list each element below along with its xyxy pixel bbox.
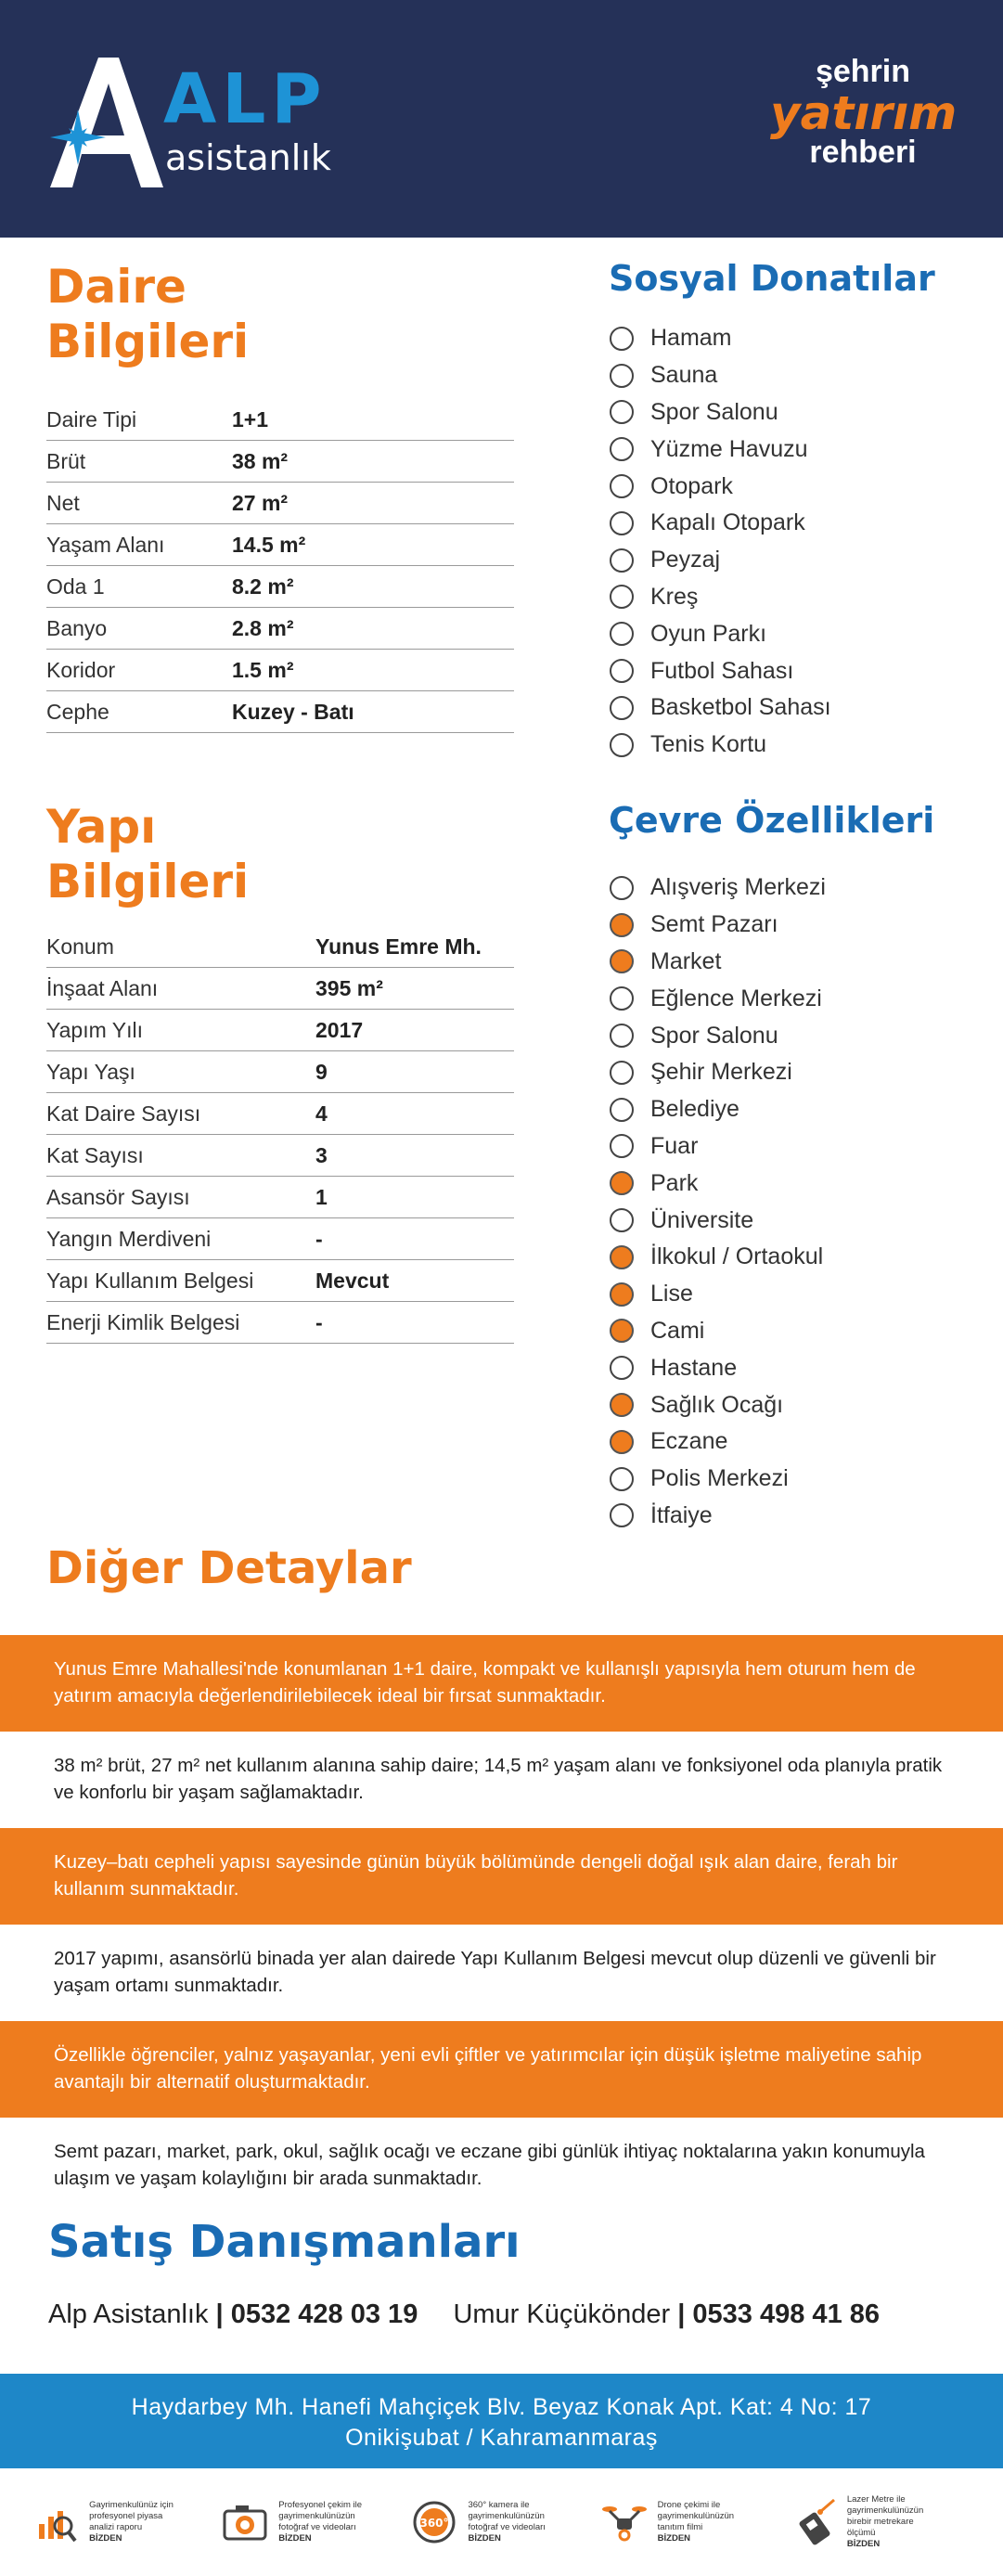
- empty-circle-icon: [610, 1134, 634, 1158]
- satis-title: Satış Danışmanları: [48, 2216, 521, 2268]
- cevre-item-label: Belediye: [650, 1096, 739, 1123]
- daire-title-line-1: Daire: [46, 260, 186, 314]
- service-text-line: birebir metrekare: [846, 2517, 914, 2528]
- daire-row-label: Net: [46, 490, 80, 515]
- yapi-spec-table: [46, 926, 514, 1344]
- contacts-line: [48, 2299, 880, 2330]
- cevre-item-label: İlkokul / Ortaokul: [650, 1243, 824, 1270]
- daire-row-value: 8.2 m²: [232, 573, 294, 599]
- yapi-row: [46, 968, 514, 1010]
- detail-paragraph-4: 2017 yapımı, asansörlü binada yer alan dairede Yapı Kullanım Belgesi mevcut olup düzenli ve güvenli bir yaşam ortamı sunmaktadır.: [0, 1925, 1003, 2021]
- analysis-icon: [32, 2498, 80, 2546]
- yapi-row: [46, 1135, 514, 1177]
- detail-paragraph-1: Yunus Emre Mahallesi'nde konumlanan 1+1 daire, kompakt ve kullanışlı yapısıyla hem oturum hem de yatırım amacıyla değerlendirilebilecek ideal bir fırsat sunmaktadır.: [0, 1635, 1003, 1732]
- empty-circle-icon: [610, 659, 634, 683]
- daire-row-value: 1+1: [232, 406, 269, 431]
- agent-1-name: Alp Asistanlık: [48, 2299, 209, 2329]
- daire-row-label: Daire Tipi: [46, 406, 137, 431]
- service-text-line: Drone çekimi ile: [657, 2500, 721, 2511]
- cevre-item-label: Polis Merkezi: [650, 1465, 789, 1492]
- empty-circle-icon: [610, 733, 634, 757]
- agent-2-name: Umur Küçükönder: [453, 2299, 671, 2329]
- address-line-1: Haydarbey Mh. Hanefi Mahçiçek Blv. Beyaz Konak Apt. Kat: 4 No: 17: [131, 2394, 872, 2420]
- checked-circle-icon: [610, 1319, 634, 1343]
- cevre-item: [610, 1461, 981, 1498]
- service-tag: BİZDEN: [278, 2532, 312, 2544]
- service-tag: BİZDEN: [468, 2532, 501, 2544]
- yapi-title-line-2: Bilgileri: [46, 855, 250, 908]
- service-text-line: gayrimenkulünüzün: [468, 2511, 545, 2522]
- daire-row: [46, 399, 514, 441]
- separator-1: |: [215, 2299, 224, 2329]
- yapi-row: [46, 1218, 514, 1260]
- service-text-line: gayrimenkulünüzün: [278, 2511, 355, 2522]
- yapi-row-value: -: [315, 1309, 323, 1334]
- sosyal-item-label: Hamam: [650, 325, 732, 352]
- sosyal-item: [610, 357, 962, 394]
- checked-circle-icon: [610, 1171, 634, 1195]
- logo-a-star-icon: [45, 58, 174, 187]
- yapi-row: [46, 1260, 514, 1302]
- sosyal-item-label: Yüzme Havuzu: [650, 435, 808, 462]
- service-text-line: fotoğraf ve videoları: [468, 2522, 546, 2532]
- service-text: [847, 2494, 923, 2549]
- logo-subtitle: asistanlık: [165, 137, 331, 178]
- yapi-row: [46, 1093, 514, 1135]
- detail-paragraph-3: Kuzey–batı cepheli yapısı sayesinde günün büyük bölümünde dengeli doğal ışık alan daire, ferah bir kullanım sunmaktadır.: [0, 1828, 1003, 1925]
- checked-circle-icon: [610, 1393, 634, 1417]
- yapi-row-label: Yapı Kullanım Belgesi: [46, 1268, 254, 1293]
- yapi-row-label: Yangın Merdiveni: [46, 1226, 212, 1251]
- service-tag: BİZDEN: [846, 2538, 881, 2549]
- detail-paragraph-6: Semt pazarı, market, park, okul, sağlık ocağı ve eczane gibi günlük ihtiyaç noktalarına yakın konumuyla ulaşım ve yaşam kolaylığını bir arada sunmaktadır.: [0, 2118, 1003, 2214]
- address-line-2: Onikişubat / Kahramanmaraş: [345, 2424, 658, 2451]
- sosyal-item-label: Tenis Kortu: [650, 731, 767, 758]
- daire-row: [46, 650, 514, 691]
- cevre-item-label: Sağlık Ocağı: [650, 1391, 784, 1418]
- logo-name: ALP: [163, 59, 328, 139]
- sosyal-item: [610, 505, 962, 542]
- service-tag: BİZDEN: [89, 2532, 122, 2544]
- sosyal-item: [610, 652, 962, 689]
- sosyal-item: [610, 320, 962, 357]
- service-item: [32, 2498, 213, 2546]
- service-text: [658, 2500, 734, 2544]
- yapi-row: [46, 1302, 514, 1344]
- cevre-item-label: İtfaiye: [650, 1501, 713, 1528]
- service-item: [790, 2494, 971, 2549]
- empty-circle-icon: [610, 400, 634, 424]
- empty-circle-icon: [610, 876, 634, 900]
- yapi-row-value: 4: [315, 1101, 328, 1126]
- sosyal-item: [610, 727, 962, 764]
- sosyal-item-label: Spor Salonu: [650, 398, 778, 425]
- daire-row-label: Koridor: [46, 657, 116, 682]
- yapi-row-label: Enerji Kimlik Belgesi: [46, 1309, 240, 1334]
- checked-circle-icon: [610, 949, 634, 973]
- yapi-row-label: İnşaat Alanı: [46, 975, 159, 1000]
- cevre-item-label: Cami: [650, 1317, 705, 1344]
- daire-row: [46, 566, 514, 608]
- daire-row-label: Brüt: [46, 448, 86, 473]
- service-text-line: Lazer Metre ile: [846, 2494, 906, 2505]
- checked-circle-icon: [610, 913, 634, 937]
- service-text-line: tanıtım filmi: [657, 2522, 703, 2532]
- cevre-item-label: Üniversite: [650, 1206, 754, 1233]
- alp-logo[interactable]: [45, 58, 360, 187]
- yapi-title-line-1: Yapı: [46, 800, 157, 854]
- checked-circle-icon: [610, 1245, 634, 1269]
- cevre-item-label: Şehir Merkezi: [650, 1059, 792, 1086]
- daire-row-value: 2.8 m²: [232, 615, 294, 640]
- sosyal-item: [610, 431, 962, 468]
- yapi-row-value: 1: [315, 1184, 328, 1209]
- daire-row-value: 14.5 m²: [232, 532, 306, 557]
- cevre-item: [610, 1091, 981, 1128]
- service-text-line: Gayrimenkulünüz için: [89, 2500, 174, 2511]
- empty-circle-icon: [610, 437, 634, 461]
- 360-icon: [410, 2498, 458, 2546]
- daire-row-value: 38 m²: [232, 448, 289, 473]
- yapi-row-value: 395 m²: [315, 975, 383, 1000]
- empty-circle-icon: [610, 1503, 634, 1527]
- service-text: [278, 2500, 362, 2544]
- empty-circle-icon: [610, 1024, 634, 1048]
- sosyal-item-label: Basketbol Sahası: [650, 694, 831, 721]
- cevre-item-label: Spor Salonu: [650, 1022, 778, 1049]
- agent-2-phone[interactable]: 0533 498 41 86: [692, 2299, 881, 2329]
- sosyal-item: [610, 468, 962, 505]
- service-tag: BİZDEN: [657, 2532, 691, 2544]
- yapi-row-label: Yapım Yılı: [46, 1017, 143, 1042]
- service-item: [221, 2498, 403, 2546]
- cevre-item-label: Lise: [650, 1281, 693, 1307]
- empty-circle-icon: [610, 327, 634, 351]
- yapi-row-label: Kat Sayısı: [46, 1142, 144, 1167]
- cevre-item-label: Eğlence Merkezi: [650, 985, 822, 1011]
- empty-circle-icon: [610, 364, 634, 388]
- yapi-row-label: Yapı Yaşı: [46, 1059, 135, 1084]
- cevre-checklist: [610, 869, 981, 1534]
- daire-row: [46, 691, 514, 733]
- empty-circle-icon: [610, 1098, 634, 1122]
- daire-row-value: Kuzey - Batı: [232, 699, 354, 724]
- yapi-row-label: Asansör Sayısı: [46, 1184, 190, 1209]
- slogan: [770, 54, 956, 193]
- empty-circle-icon: [610, 622, 634, 646]
- checked-circle-icon: [610, 1430, 634, 1454]
- service-item: [600, 2498, 782, 2546]
- slogan-line-2: yatırım: [770, 86, 958, 140]
- cevre-item-label: Park: [650, 1169, 699, 1196]
- laser-meter-icon: [790, 2498, 838, 2546]
- cevre-item: [610, 980, 981, 1017]
- yapi-title: [46, 800, 249, 909]
- cevre-item: [610, 1239, 981, 1276]
- slogan-line-1: şehrin: [815, 54, 911, 89]
- empty-circle-icon: [610, 1356, 634, 1380]
- cevre-item: [610, 1017, 981, 1054]
- yapi-row: [46, 1177, 514, 1218]
- daire-row: [46, 524, 514, 566]
- service-text-line: ölçümü: [846, 2527, 876, 2538]
- empty-circle-icon: [610, 1061, 634, 1085]
- cevre-item: [610, 1313, 981, 1350]
- sosyal-item: [610, 542, 962, 579]
- sosyal-item: [610, 579, 962, 616]
- detail-paragraph-2: 38 m² brüt, 27 m² net kullanım alanına sahip daire; 14,5 m² yaşam alanı ve fonksiyonel oda planıyla pratik ve konforlu bir yaşam sağlamaktadır.: [0, 1732, 1003, 1828]
- diger-title: Diğer Detaylar: [46, 1542, 412, 1594]
- service-text-line: gayrimenkulünüzün: [846, 2505, 924, 2517]
- empty-circle-icon: [610, 986, 634, 1011]
- sosyal-item-label: Sauna: [650, 362, 718, 389]
- empty-circle-icon: [610, 548, 634, 573]
- cevre-item: [610, 1276, 981, 1313]
- sosyal-item-label: Otopark: [650, 472, 733, 499]
- slogan-line-3: rehberi: [809, 135, 917, 170]
- cevre-item-label: Hastane: [650, 1354, 738, 1381]
- service-text: [89, 2500, 174, 2544]
- empty-circle-icon: [610, 474, 634, 498]
- cevre-title: Çevre Özellikleri: [609, 800, 935, 841]
- daire-title-line-2: Bilgileri: [46, 315, 250, 368]
- checked-circle-icon: [610, 1282, 634, 1307]
- cevre-item-label: Semt Pazarı: [650, 911, 778, 938]
- yapi-row-value: 9: [315, 1059, 328, 1084]
- empty-circle-icon: [610, 585, 634, 609]
- header-banner: [0, 0, 1003, 238]
- service-text-line: profesyonel piyasa: [89, 2511, 163, 2522]
- yapi-row: [46, 1010, 514, 1051]
- empty-circle-icon: [610, 696, 634, 720]
- daire-spec-table: [46, 399, 514, 733]
- daire-row-label: Cephe: [46, 699, 109, 724]
- daire-row-label: Yaşam Alanı: [46, 532, 165, 557]
- daire-row: [46, 441, 514, 483]
- empty-circle-icon: [610, 1467, 634, 1491]
- empty-circle-icon: [610, 511, 634, 535]
- agent-1-phone[interactable]: 0532 428 03 19: [230, 2299, 418, 2329]
- daire-row-label: Oda 1: [46, 573, 105, 599]
- cevre-item-label: Eczane: [650, 1428, 728, 1455]
- sosyal-item-label: Oyun Parkı: [650, 620, 767, 647]
- cevre-item: [610, 1128, 981, 1166]
- address-bar: [0, 2374, 1003, 2468]
- cevre-item-label: Fuar: [650, 1132, 699, 1159]
- sosyal-item: [610, 615, 962, 652]
- daire-row-value: 1.5 m²: [232, 657, 294, 682]
- cevre-item: [610, 944, 981, 981]
- sosyal-checklist: [610, 320, 962, 764]
- yapi-row-value: -: [315, 1226, 323, 1251]
- cevre-item: [610, 1054, 981, 1091]
- services-footer: [0, 2468, 1003, 2576]
- yapi-row-value: Yunus Emre Mh.: [315, 934, 482, 959]
- cevre-item: [610, 1165, 981, 1202]
- cevre-item: [610, 1202, 981, 1239]
- yapi-row: [46, 1051, 514, 1093]
- yapi-row-label: Kat Daire Sayısı: [46, 1101, 201, 1126]
- cevre-item: [610, 1498, 981, 1535]
- sosyal-item-label: Peyzaj: [650, 547, 721, 573]
- cevre-item: [610, 1386, 981, 1423]
- drone-icon: [600, 2498, 649, 2546]
- sosyal-item-label: Kreş: [650, 583, 699, 610]
- sosyal-item: [610, 394, 962, 431]
- service-text-line: gayrimenkulünüzün: [657, 2511, 735, 2522]
- detail-paragraph-5: Özellikle öğrenciler, yalnız yaşayanlar, yeni evli çiftler ve yatırımcılar için düşük işletme maliyetine sahip avantajlı bir alternatif oluşturmaktadır.: [0, 2021, 1003, 2118]
- yapi-row-label: Konum: [46, 934, 114, 959]
- camera-icon: [221, 2498, 269, 2546]
- sosyal-item-label: Kapalı Otopark: [650, 509, 805, 536]
- sosyal-item-label: Futbol Sahası: [650, 657, 794, 684]
- daire-row: [46, 483, 514, 524]
- service-item: [410, 2498, 592, 2546]
- yapi-row-value: 3: [315, 1142, 328, 1167]
- yapi-row: [46, 926, 514, 968]
- separator-2: |: [677, 2299, 686, 2329]
- sosyal-item: [610, 689, 962, 727]
- daire-row: [46, 608, 514, 650]
- 360-badge: 360°: [419, 2517, 449, 2530]
- service-text-line: 360° kamera ile: [468, 2500, 530, 2511]
- yapi-row-value: 2017: [315, 1017, 364, 1042]
- service-text-line: analizi raporu: [89, 2522, 143, 2532]
- cevre-item: [610, 907, 981, 944]
- yapi-row-value: Mevcut: [315, 1268, 390, 1293]
- cevre-item: [610, 1423, 981, 1461]
- service-text-line: Profesyonel çekim ile: [278, 2500, 363, 2511]
- cevre-item: [610, 1349, 981, 1386]
- service-text: [468, 2500, 545, 2544]
- cevre-item-label: Alışveriş Merkezi: [650, 874, 826, 901]
- cevre-item-label: Market: [650, 947, 722, 974]
- daire-row-label: Banyo: [46, 615, 108, 640]
- cevre-item: [610, 869, 981, 907]
- daire-title: [46, 260, 249, 369]
- service-text-line: fotoğraf ve videoları: [278, 2522, 356, 2532]
- empty-circle-icon: [610, 1208, 634, 1232]
- daire-row-value: 27 m²: [232, 490, 289, 515]
- sosyal-title: Sosyal Donatılar: [609, 258, 935, 299]
